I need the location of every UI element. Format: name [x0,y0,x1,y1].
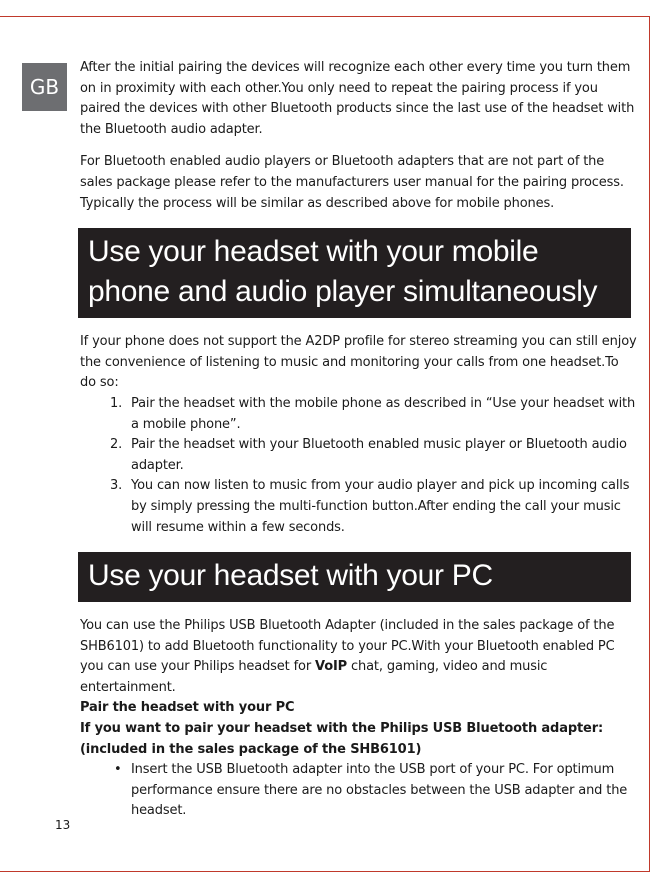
step-number: 2. [110,437,123,453]
step-text: Pair the headset with the mobile phone as described in “Use your headset with a mobile phone”. [131,395,636,432]
step-item [80,435,638,476]
step-item [80,394,638,435]
bullet-text: Insert the USB Bluetooth adapter into the USB port of your PC. For optimum performance ensure there are no obstacles between the USB adapter and the headset. [131,762,628,819]
step-number: 1. [110,395,123,411]
section2-intro [80,616,638,698]
page-number: 13 [55,818,71,832]
step-item [80,476,638,538]
crop-guide-top [0,16,650,17]
crop-guide-bottom [0,871,650,872]
bullet-icon: • [114,762,122,778]
section1-steps [80,394,638,538]
section2-intro-text-a: You can use the Philips USB Bluetooth Adapter (included in the sales package of the SHB6101) to add Bluetooth functionality to your PC.With your Bluetooth enabled PC you can use your Philips headset for [80,618,615,675]
language-tab: GB [22,63,67,111]
voip-term: VoIP [315,659,348,675]
section1-intro: If your phone does not support the A2DP profile for stereo streaming you can still enjoy the convenience of listening to music and monitoring your calls from one headset.To do so: [80,334,637,391]
crop-guide-right [649,16,650,871]
step-number: 3. [110,478,123,494]
section2-intro-text-b: chat, gaming, video and music entertainment. [80,659,548,695]
intro-paragraph-1: After the initial pairing the devices will recognize each other every time you turn them on in proximity with each other.You only need to repeat the pairing process if you paired the devices with other Bluetooth products since the last use of the headset with the Bluetooth audio adapter. [80,60,635,137]
intro-paragraph-2: For Bluetooth enabled audio players or Bluetooth adapters that are not part of the sales package please refer to the manufacturers user manual for the pairing process. Typically the process will be similar as described above for mobile phones. [80,154,624,211]
bullet-item [80,760,638,822]
step-text: You can now listen to music from your audio player and pick up incoming calls by simply pressing the multi-function button.After ending the call your music will resume within a few seconds. [131,478,630,535]
subheading-pair-usb-adapter: If you want to pair your headset with the Philips USB Bluetooth adapter: (included in the sales package of the SHB6101) [80,721,604,757]
page-content [80,58,638,822]
section-heading-pc: Use your headset with your PC [78,552,631,602]
step-text: Pair the headset with your Bluetooth enabled music player or Bluetooth audio adapter. [131,437,627,473]
section2-bullets [80,760,638,822]
section-heading-mobile-and-player: Use your headset with your mobile phone and audio player simultaneously [78,228,631,318]
subheading-pair-pc: Pair the headset with your PC [80,700,295,716]
